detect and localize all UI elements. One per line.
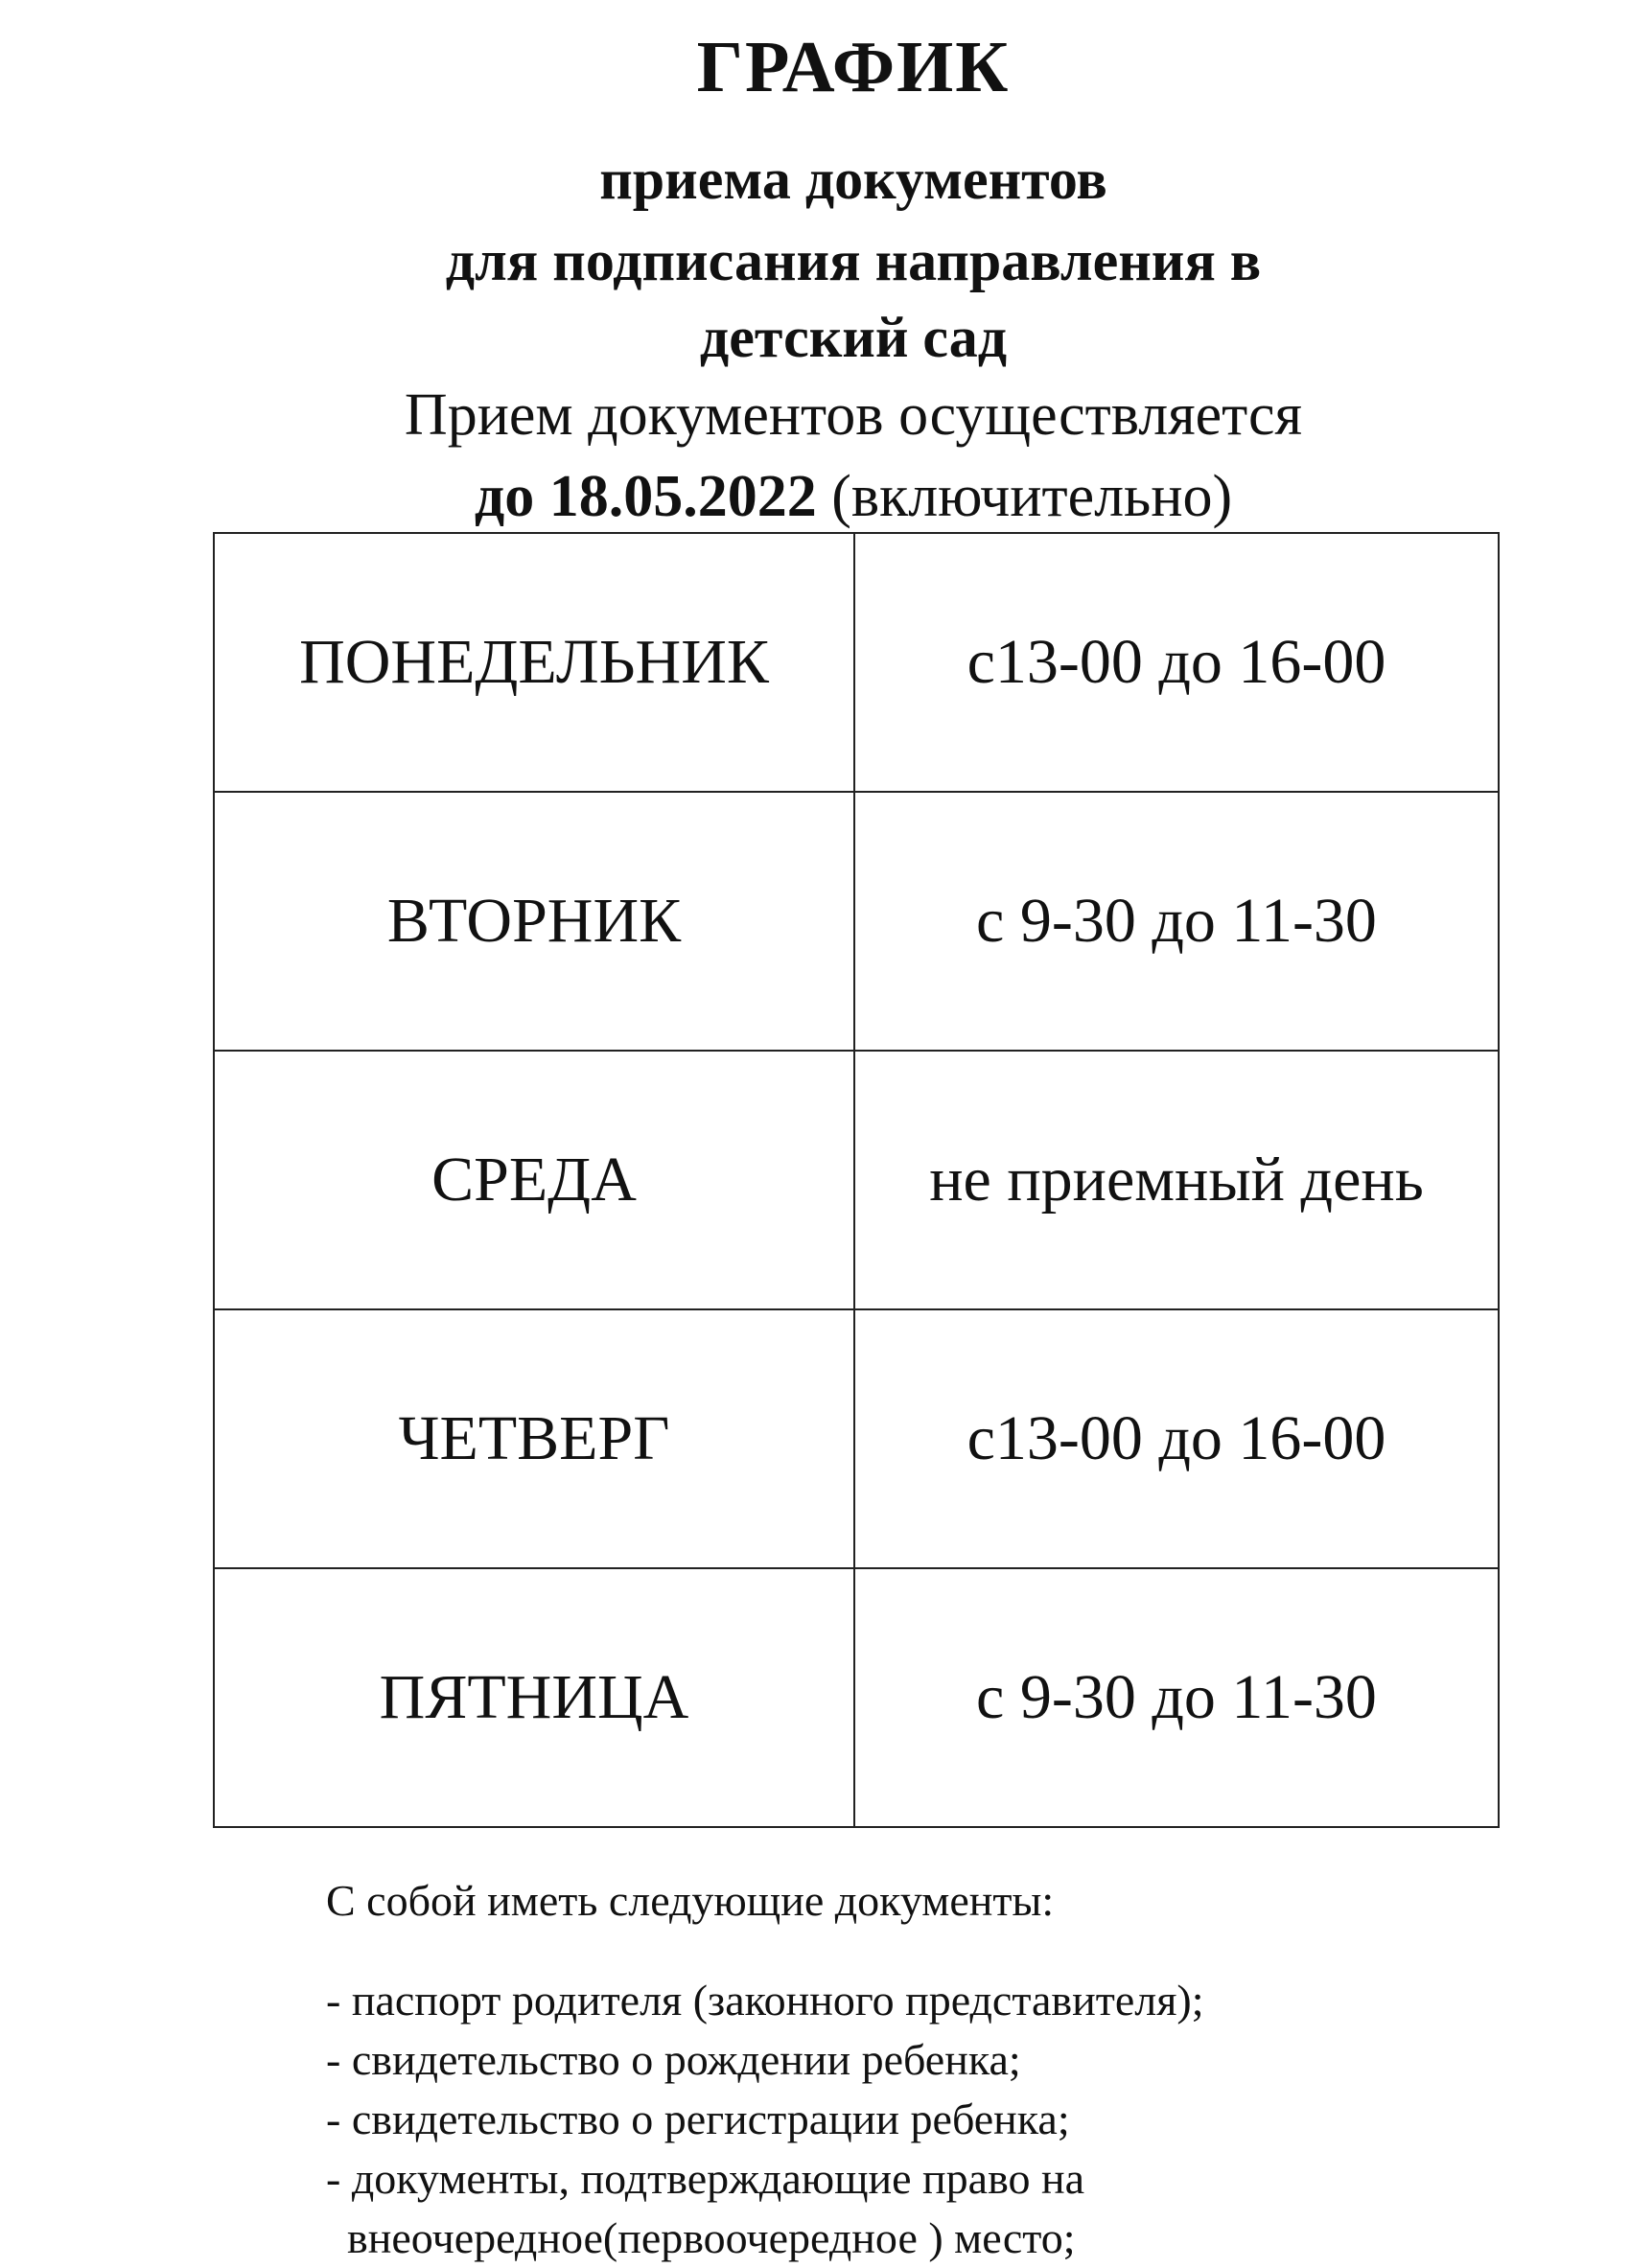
schedule-time: с 9-30 до 11-30	[854, 792, 1499, 1051]
schedule-day: СРЕДА	[214, 1051, 854, 1309]
list-item: - паспорт родителя (законного представителя);	[326, 1976, 1204, 2025]
schedule-table	[213, 532, 1500, 1828]
schedule-time: с13-00 до 16-00	[854, 533, 1499, 792]
schedule-time: с 9-30 до 11-30	[854, 1568, 1499, 1827]
schedule-time: с13-00 до 16-00	[854, 1309, 1499, 1568]
document-title: ГРАФИК	[696, 27, 1011, 107]
subtitle-line-2: для подписания направления в	[445, 229, 1262, 292]
documents-list	[326, 1971, 1204, 2268]
schedule-row-thursday	[214, 1309, 1499, 1568]
schedule-time: не приемный день	[854, 1051, 1499, 1309]
list-item: - документы, подтверждающие право на	[326, 2154, 1085, 2203]
schedule-day: ВТОРНИК	[214, 792, 854, 1051]
subtitle-line-3: детский сад	[699, 306, 1008, 369]
schedule-row-wednesday	[214, 1051, 1499, 1309]
deadline-date: до 18.05.2022	[474, 464, 817, 529]
list-item: - свидетельство о рождении ребенка;	[326, 2035, 1021, 2084]
schedule-row-friday	[214, 1568, 1499, 1827]
schedule-day: ЧЕТВЕРГ	[214, 1309, 854, 1568]
list-item: внеочередное(первоочередное ) место;	[347, 2213, 1076, 2262]
deadline-line	[0, 463, 1630, 530]
list-item: - свидетельство о регистрации ребенка;	[326, 2094, 1070, 2143]
subtitle-line-1: приема документов	[599, 148, 1107, 211]
acceptance-notice: Прием документов осуществляется	[404, 382, 1303, 448]
schedule-row-monday	[214, 533, 1499, 792]
documents-heading: С собой иметь следующие документы:	[326, 1876, 1055, 1925]
deadline-inclusive: (включительно)	[816, 464, 1233, 529]
schedule-day: ПЯТНИЦА	[214, 1568, 854, 1827]
schedule-row-tuesday	[214, 792, 1499, 1051]
schedule-day: ПОНЕДЕЛЬНИК	[214, 533, 854, 792]
